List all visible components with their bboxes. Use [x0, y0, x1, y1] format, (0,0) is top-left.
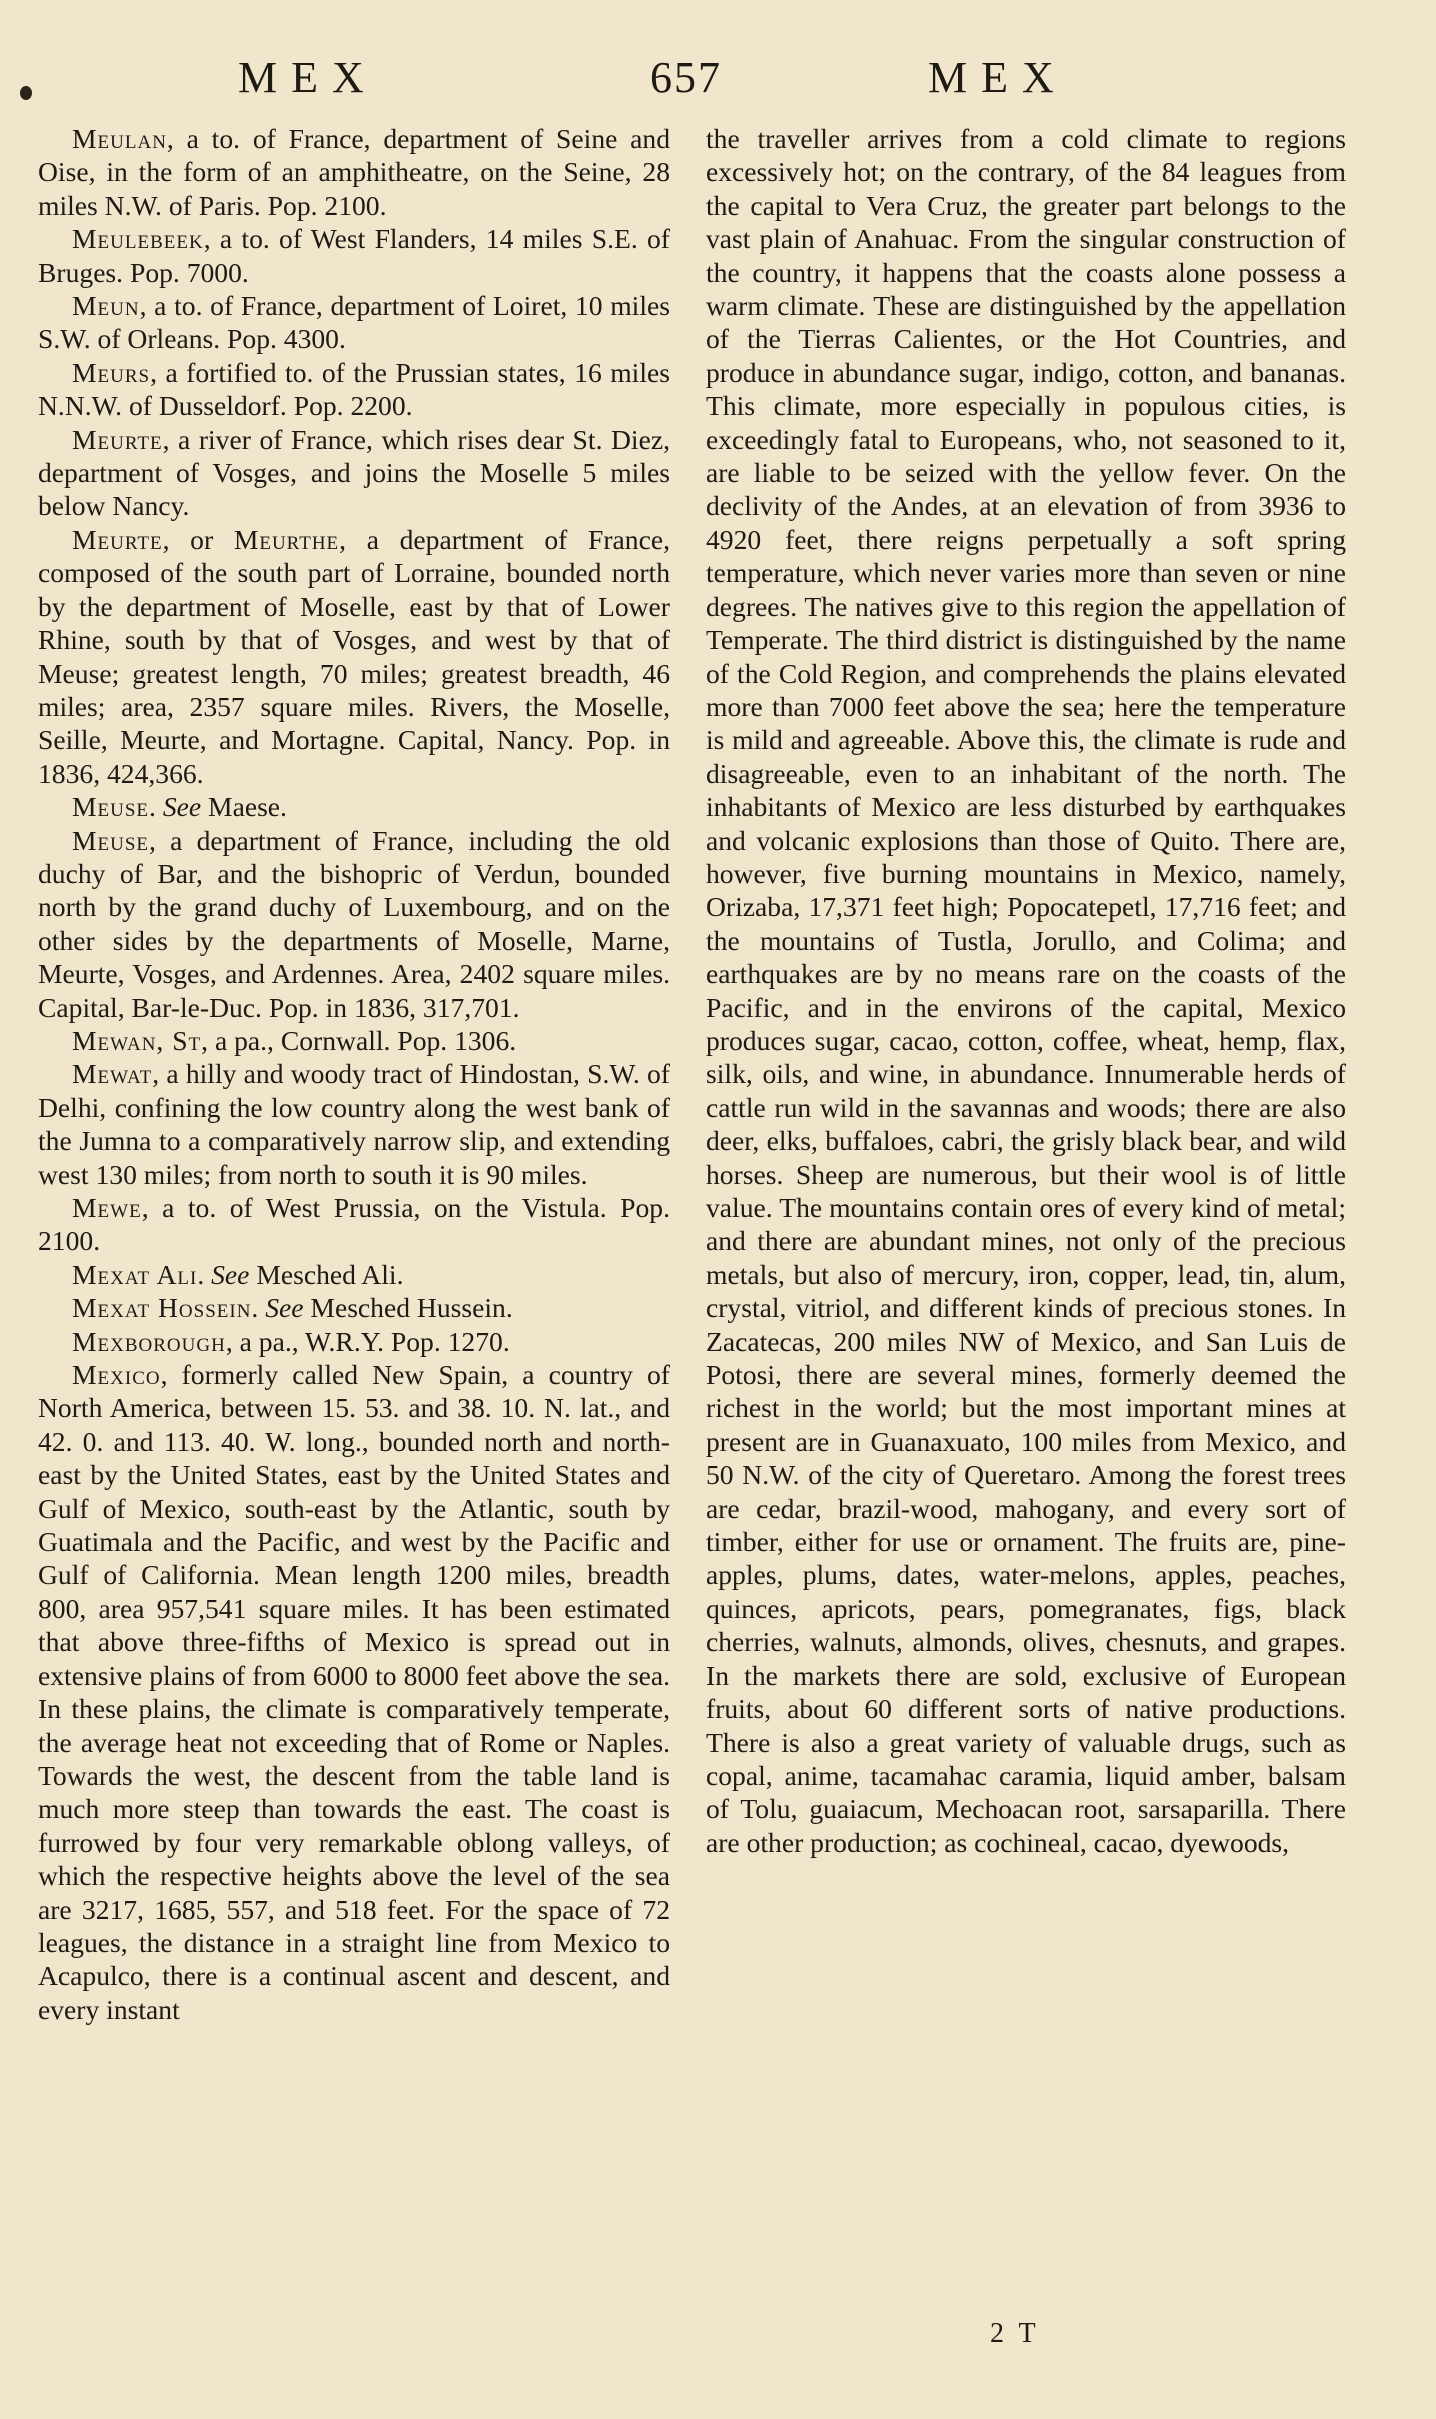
entry-headword: Mexborough: [72, 1325, 226, 1357]
dictionary-entry: [38, 356, 670, 423]
entry-text: , a department of France, composed of the south part of Lorraine, bounded north by the department of Moselle, east by that of Lower Rhine, south by that of Vosges, and west by that of Meuse; greatest length, 70 miles; greatest breadth, 46 miles; area, 2357 square miles. Rivers, the Moselle, Seille, Meurte, and Mortagne. Capital, Nancy. Pop. in 1836, 424,366.: [38, 523, 670, 789]
left-column: [38, 122, 670, 2026]
entry-text: , a river of France, which rises dear St. Diez, department of Vosges, and joins the Moselle 5 miles below Nancy.: [38, 423, 670, 522]
entry-headword: Mexat Hossein: [72, 1292, 252, 1324]
entry-text: , a department of France, including the old duchy of Bar, and the bishopric of Verdun, bounded north by the grand duchy of Luxembourg, and on the other sides by the departments of Moselle, Marne, Meurte, Vosges, and Ardennes. Area, 2402 square miles. Capital, Bar-le-Duc. Pop. in 1836, 317,701.: [38, 824, 670, 1023]
dictionary-entry: [38, 1291, 670, 1324]
cross-reference: See: [211, 1258, 250, 1290]
entry-headword: Meurs: [72, 356, 151, 388]
entry-text: , a pa., Cornwall. Pop. 1306.: [201, 1024, 517, 1056]
dictionary-entry: [38, 523, 670, 790]
dictionary-entry: [38, 1191, 670, 1258]
cross-reference: See: [162, 791, 202, 823]
entry-text: , a pa., W.R.Y. Pop. 1270.: [225, 1325, 510, 1357]
entry-headword: Meuse: [72, 824, 150, 856]
entry-headword: Meulan: [72, 123, 167, 154]
entry-text: , a hilly and woody tract of Hindostan, S.W. of Delhi, confining the low country along the west bank of the Jumna to a comparatively narrow slip, and extending west 130 miles; from north to south it is 90 miles.: [38, 1058, 670, 1190]
dictionary-entry: [38, 1258, 670, 1291]
dictionary-entry: [38, 222, 670, 289]
signature-mark: 2 T: [990, 2318, 1040, 2349]
entry-headword: Mexico: [72, 1359, 161, 1391]
entry-headword: Mewat: [72, 1058, 153, 1090]
header-right-guide-word: MEX: [928, 53, 1068, 102]
right-column: [706, 122, 1346, 1859]
dictionary-entry: [38, 1057, 670, 1191]
dictionary-entry: [38, 1325, 670, 1358]
dictionary-entry: [38, 1024, 670, 1057]
header-left-guide-word: MEX: [238, 53, 378, 102]
entry-headword-alt: Meurthe: [233, 523, 340, 555]
entry-text: , a to. of West Prussia, on the Vistula. Pop. 2100.: [38, 1192, 670, 1257]
entry-text: Maese.: [201, 791, 287, 823]
entry-text: , or: [162, 523, 234, 555]
dictionary-entry: [38, 122, 670, 222]
dictionary-entry: [38, 289, 670, 356]
dictionary-entry: [38, 423, 670, 523]
running-header: [0, 52, 1436, 112]
entry-text: .: [149, 791, 163, 823]
entry-text: , a to. of France, department of Seine and Oise, in the form of an amphitheatre, on the Seine, 28 miles N.W. of Paris. Pop. 2100.: [38, 123, 670, 221]
entry-headword: Mewan, St: [72, 1024, 202, 1056]
entry-headword: Mewe: [72, 1192, 142, 1223]
entry-text: , formerly called New Spain, a country of North America, between 15. 53. and 38. 10. N. lat., and 42. 0. and 113. 40. W. long., bounded north and north-east by the United States, east by the United States and Gulf of Mexico, south-east by the Atlantic, south by Guatimala and the Pacific, and west by the Pacific and Gulf of California. Mean length 1200 miles, breadth 800, area 957,541 square miles. It has been estimated that above three-fifths of Mexico is spread out in extensive plains of from 6000 to 8000 feet above the sea. In these plains, the climate is comparatively temperate, the average heat not exceeding that of Rome or Naples. Towards the west, the descent from the table land is much more steep than towards the east. The coast is furrowed by four very remarkable oblong valleys, of which the respective heights above the level of the sea are 3217, 1685, 557, and 518 feet. For the space of 72 leagues, the distance in a straight line from Mexico to Acapulco, there is a continual ascent and descent, and every instant: [38, 1359, 670, 2025]
continued-entry-text: the traveller arrives from a cold climate to regions excessively hot; on the contrary, of the 84 leagues from the capital to Vera Cruz, the greater part belongs to the vast plain of Anahuac. From the singular construction of the country, it happens that the coasts alone possess a warm climate. These are distinguished by the appellation of the Tierras Calientes, or the Hot Countries, and produce in abundance sugar, indigo, cotton, and bananas. This climate, more especially in populous cities, is exceedingly fatal to Europeans, who, not seasoned to it, are liable to be seized with the yellow fever. On the declivity of the Andes, at an elevation of from 3936 to 4920 feet, there reigns perpetually a soft spring temperature, which never varies more than seven or nine degrees. The natives give to this region the appellation of Temperate. The third district is distinguished by the name of the Cold Region, and comprehends the plains elevated more than 7000 feet above the sea; here the temperature is mild and agreeable. Above this, the climate is rude and disagreeable, even to an inhabitant of the north. The inhabitants of Mexico are less disturbed by earthquakes and volcanic explosions than those of Quito. There are, however, five burning mountains in Mexico, namely, Orizaba, 17,371 feet high; Popocatepetl, 17,716 feet; and the mountains of Tustla, Jorullo, and Colima; and earthquakes are by no means rare on the coasts of the Pacific, and in the environs of the capital, Mexico produces sugar, cacao, cotton, coffee, wheat, hemp, flax, silk, oils, and wine, in abundance. Innumerable herds of cattle run wild in the savannas and woods; there are also deer, elks, buffaloes, cabri, the grisly black bear, and wild horses. Sheep are numerous, but their wool is of little value. The mountains contain ores of every kind of metal; and there are abundant mines, not only of the precious metals, but also of mercury, iron, copper, lead, tin, alum, crystal, vitriol, and different kinds of precious stones. In Zacatecas, 200 miles NW of Mexico, and San Luis de Potosi, there are several mines, formerly deemed the richest in the world; but the most important mines at present are in Guanaxuato, 100 miles from Mexico, and 50 N.W. of the city of Queretaro. Among the forest trees are cedar, brazil-wood, mahogany, and every sort of timber, either for use or ornament. The fruits are, pine-apples, plums, dates, water-melons, apples, peaches, quinces, apricots, pears, pomegranates, figs, black cherries, walnuts, almonds, olives, chesnuts, and grapes. In the markets there are sold, exclusive of European fruits, about 60 different sorts of native productions. There is also a great variety of valuable drugs, such as copal, anime, tacamahac caramia, liquid amber, balsam of Tolu, guaiacum, Mechoacan root, sarsaparilla. There are other production; as cochineal, cacao, dyewoods,: [706, 123, 1346, 1858]
dictionary-entry: [38, 1358, 670, 2026]
entry-headword: Mexat Ali: [72, 1258, 198, 1290]
entry-text: Mesched Hussein.: [303, 1292, 513, 1324]
entry-text: .: [197, 1258, 212, 1290]
entry-text: .: [251, 1292, 266, 1324]
dictionary-entry: [38, 824, 670, 1024]
entry-headword: Meuse: [72, 791, 150, 823]
entry-text: Mesched Ali.: [249, 1258, 404, 1290]
entry-text: , a to. of West Flanders, 14 miles S.E. of Bruges. Pop. 7000.: [38, 223, 670, 288]
entry-text: , a fortified to. of the Prussian states, 16 miles N.N.W. of Dusseldorf. Pop. 2200.: [38, 356, 670, 422]
cross-reference: See: [265, 1292, 304, 1324]
entry-text: , a to. of France, department of Loiret, 10 miles S.W. of Orleans. Pop. 4300.: [38, 290, 670, 355]
entry-headword: Meulebeek: [72, 223, 204, 255]
entry-headword: Meurte: [72, 523, 163, 555]
entry-headword: Meurte: [72, 423, 163, 455]
entry-headword: Meun: [72, 290, 140, 322]
dictionary-entry: [38, 790, 670, 823]
page-number: 657: [650, 53, 722, 102]
